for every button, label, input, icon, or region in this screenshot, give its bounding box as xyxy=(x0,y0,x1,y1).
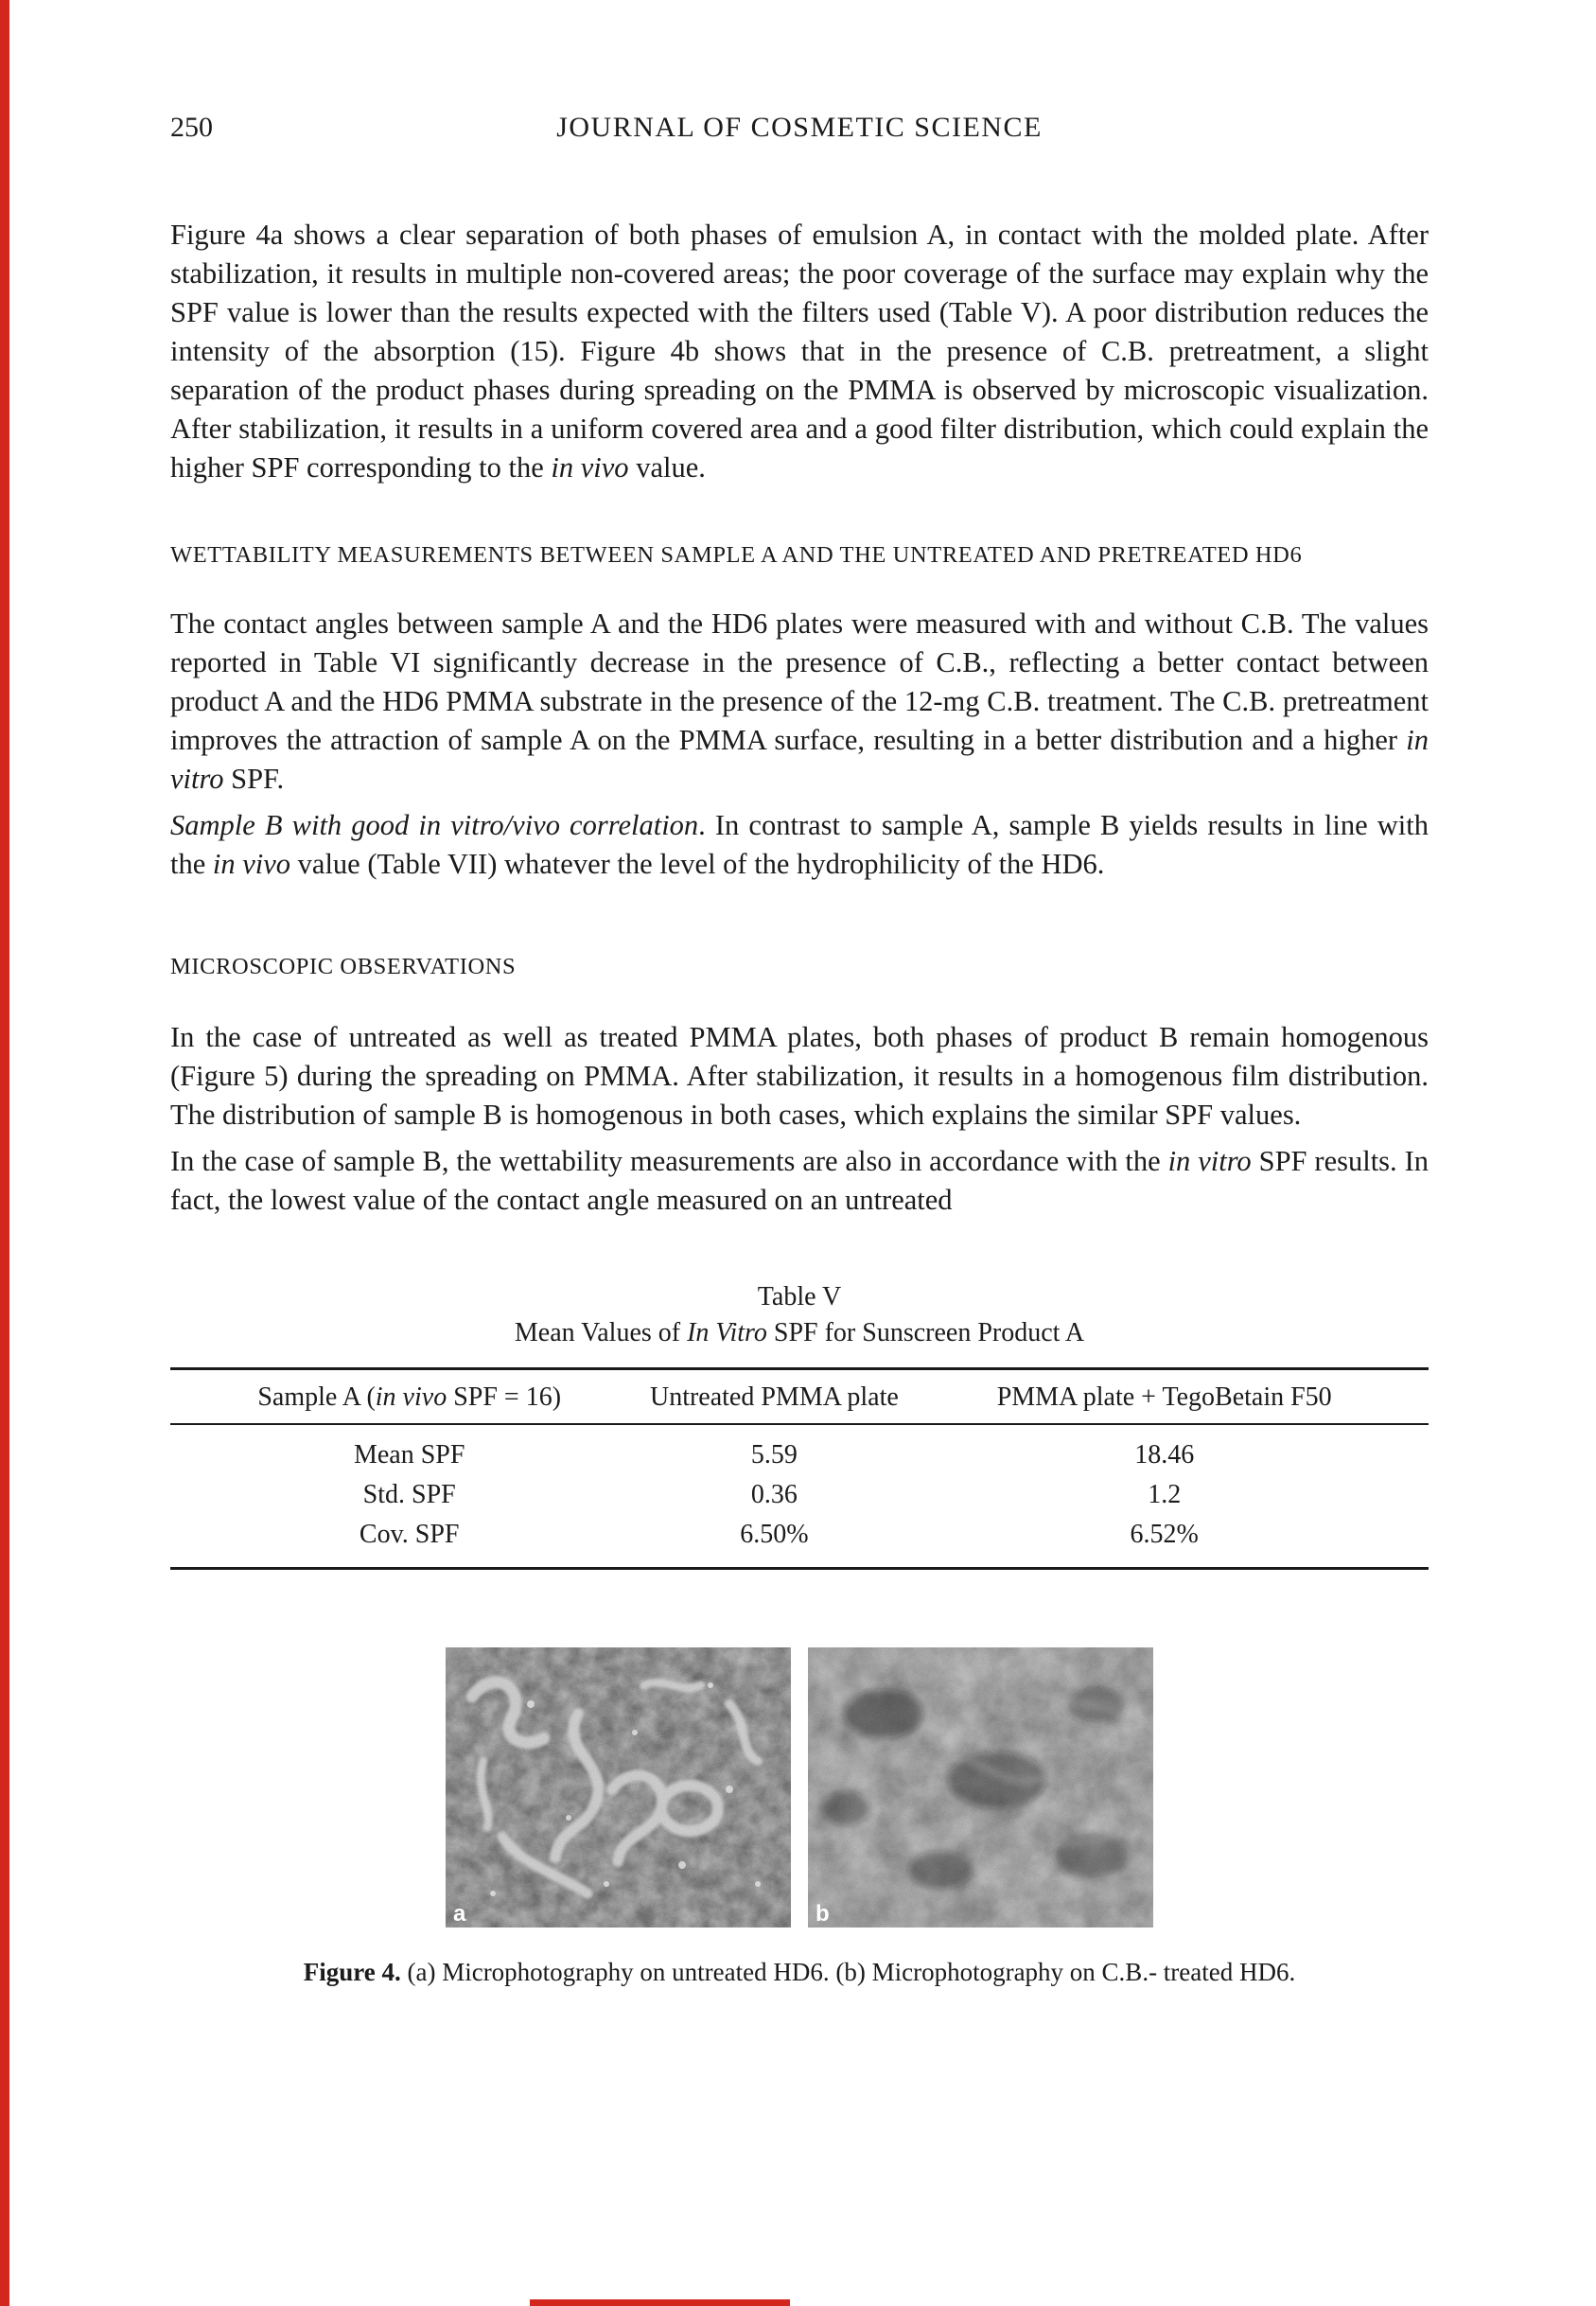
table-header-sample-a: Sample A (in vivo SPF = 16) xyxy=(257,1382,562,1412)
paragraph-wettability-accordance: In the case of sample B, the wettability measurements are also in accordance with the in vitro SPF results. In fact, the lowest value of the contact angle measured on an untreated xyxy=(170,1145,1429,1216)
cell-std-untreated: 0.36 xyxy=(750,1480,798,1509)
micrograph-a-untreated-hd6 xyxy=(446,1647,791,1928)
figure-4-images xyxy=(170,1647,1429,1928)
paragraph-figure4-discussion: Figure 4a shows a clear separation of both phases of emulsion A, in contact with the molded plate. After stabilization, it results in multiple non-covered areas; the poor coverage of the surface may explain why the SPF value is lower than the results expected with the filters used (Table V). A poor distribution reduces the intensity of the absorption (15). Figure 4b shows that in the presence of C.B. pretreatment, a slight separation of the product phases during spreading on the PMMA is observed by microscopic visualization. After stabilization, it results in a uniform covered area and a good filter distribution, which could explain the higher SPF corresponding to the in vivo value. xyxy=(170,219,1429,484)
figure-4-caption: Figure 4. (a) Microphotography on untreated HD6. (b) Microphotography on C.B.- treated HD6. xyxy=(303,1958,1296,1986)
micrograph-b-image xyxy=(808,1647,1153,1928)
table-row-cov-spf xyxy=(170,1515,1429,1569)
row-label-mean-spf: Mean SPF xyxy=(353,1440,465,1470)
cell-cov-untreated: 6.50% xyxy=(740,1520,809,1549)
micrograph-b-treated-hd6 xyxy=(808,1647,1153,1928)
table-row-mean-spf xyxy=(170,1424,1429,1475)
page-content xyxy=(170,0,1429,1987)
paragraph-sample-b-correlation: Sample B with good in vitro/vivo correlation. In contrast to sample A, sample B yields results in line with the in vivo value (Table VII) whatever the level of the hydrophilicity of the HD6. xyxy=(170,809,1429,880)
table-header-row xyxy=(170,1369,1429,1425)
cell-mean-untreated: 5.59 xyxy=(750,1440,798,1470)
table-v-section xyxy=(170,1282,1429,1570)
page-number: 250 xyxy=(170,112,213,143)
page-left-red-edge xyxy=(0,0,9,2306)
page-bottom-red-mark xyxy=(530,2299,790,2306)
table-header-untreated-pmma: Untreated PMMA plate xyxy=(649,1382,899,1412)
section-heading-microscopic: MICROSCOPIC OBSERVATIONS xyxy=(170,954,517,979)
cell-cov-tegobetain: 6.52% xyxy=(1130,1520,1199,1549)
table-v-title: Table V xyxy=(757,1282,842,1311)
paragraph-contact-angles: The contact angles between sample A and the HD6 plates were measured with and without C.B. The values reported in Table VI significantly decrease in the presence of C.B., reflecting a better contact between product A and the HD6 PMMA substrate in the presence of the 12-mg C.B. treatment. The C.B. pretreatment improves the attraction of sample A on the PMMA surface, resulting in a better distribution and a higher in vitro SPF. xyxy=(170,607,1429,795)
table-row-std-spf xyxy=(170,1475,1429,1515)
table-v-subtitle: Mean Values of In Vitro SPF for Sunscreen Product A xyxy=(514,1318,1085,1347)
table-v xyxy=(170,1367,1429,1570)
micrograph-a-label: a xyxy=(453,1901,466,1927)
micrograph-b-label: b xyxy=(816,1901,830,1927)
micrograph-a-image xyxy=(446,1647,791,1928)
row-label-cov-spf: Cov. SPF xyxy=(359,1520,460,1549)
journal-title: JOURNAL OF COSMETIC SCIENCE xyxy=(556,112,1043,143)
table-header-pmma-tegobetain: PMMA plate + TegoBetain F50 xyxy=(996,1382,1332,1412)
section-heading-wettability: WETTABILITY MEASUREMENTS BETWEEN SAMPLE A AND THE UNTREATED AND PRETREATED HD6 xyxy=(170,542,1303,568)
row-label-std-spf: Std. SPF xyxy=(362,1480,456,1509)
paragraph-homogenous-film: In the case of untreated as well as treated PMMA plates, both phases of product B remain homogenous (Figure 5) during the spreading on PMMA. After stabilization, it results in a homogenous film distribution. The distribution of sample B is homogenous in both cases, which explains the similar SPF values. xyxy=(170,1021,1429,1131)
running-head xyxy=(170,112,1429,150)
cell-mean-tegobetain: 18.46 xyxy=(1134,1440,1195,1470)
cell-std-tegobetain: 1.2 xyxy=(1148,1480,1182,1509)
